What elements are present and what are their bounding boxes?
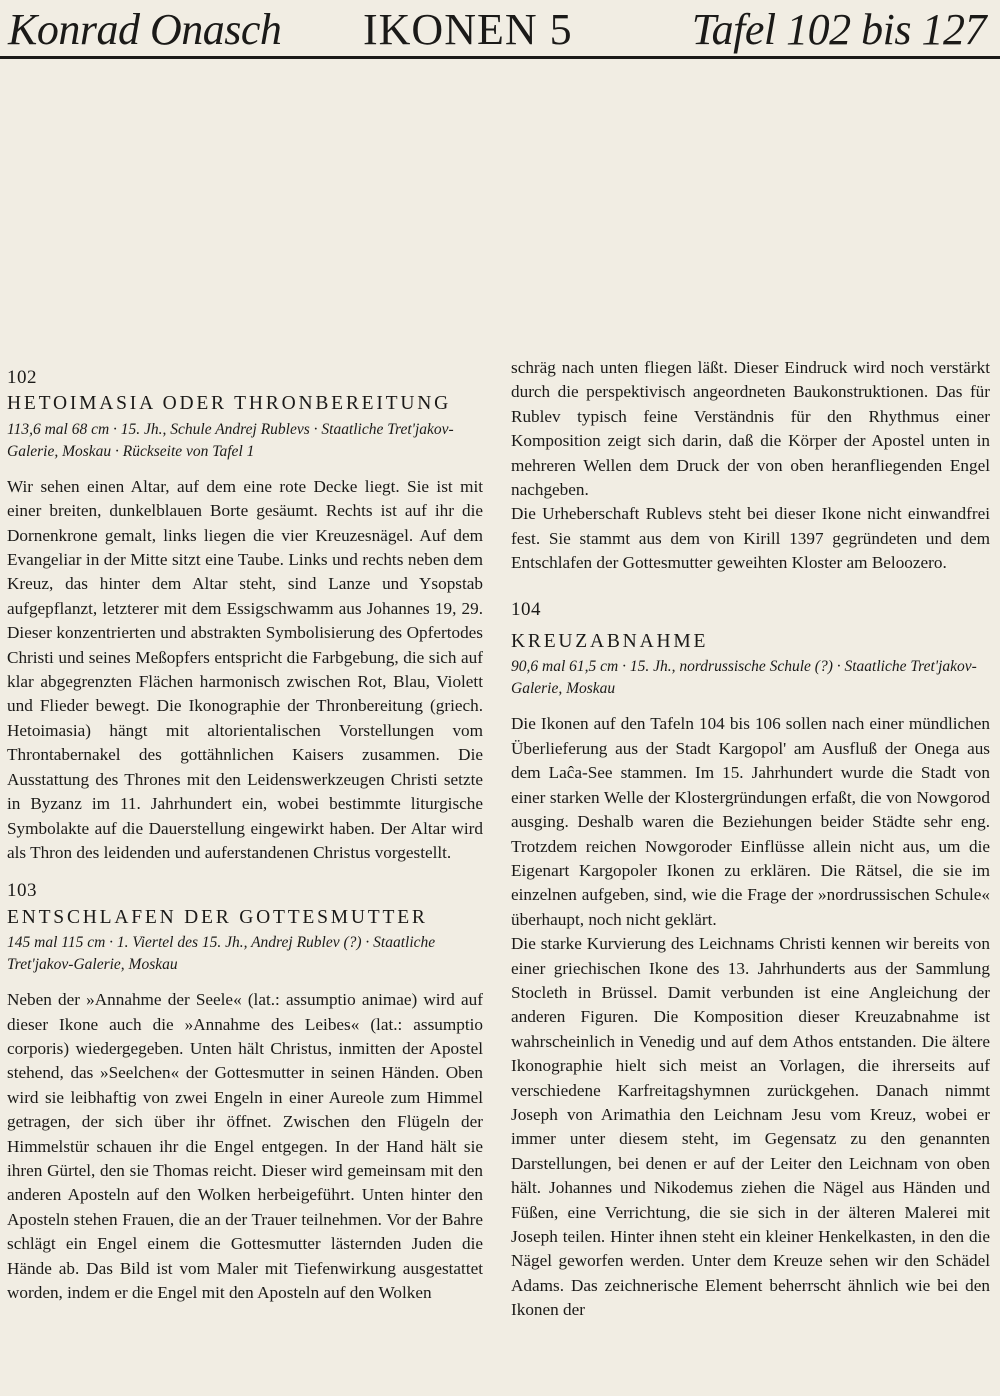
entry-meta-103: 145 mal 115 cm · 1. Viertel des 15. Jh., Andrej Rublev (?) · Staatliche Tret'jakov-Galerie, Moskau: [7, 934, 436, 974]
book-title: IKONEN 5: [363, 5, 573, 54]
page-header: [0, 0, 1000, 58]
entry-text-103-continued: schräg nach unten fliegen läßt. Dieser Eindruck wird noch verstärkt durch die perspektivisch angeordneten Baukonstruktionen. Das für Rublev typisch feine Verständnis für den Rhythmus einer Komposition zeigt sich darin, daß die Körper der Apostel unten in mehreren Wellen dem Druck der von oben heranfliegenden Engel nachgeben.: [511, 358, 990, 500]
entry-meta-102: 113,6 mal 68 cm · 15. Jh., Schule Andrej Rublevs · Staatliche Tret'jakov-Galerie, Moskau · Rückseite von Tafel 1: [7, 420, 454, 460]
entry-number-104: 104: [511, 598, 541, 620]
author-name: Konrad Onasch: [8, 5, 282, 54]
plate-range: Tafel 102 bis 127: [691, 5, 986, 54]
left-column: [7, 358, 483, 1305]
entry-heading-103: ENTSCHLAFEN DER GOTTESMUTTER: [7, 906, 428, 928]
right-column: [511, 356, 990, 1323]
entry-heading-102: HETOIMASIA ODER THRONBEREITUNG: [7, 393, 452, 415]
entry-text-104-part1: Die Ikonen auf den Tafeln 104 bis 106 sollen nach einer mündlichen Überlieferung aus der Stadt Kargopol' am Ausfluß der Onega aus dem Laĉa-See stammen. Im 15. Jahrhundert wurde die Stadt von einer starken Welle der Klostergründungen erfaßt, die von Nowgorod ausging. Deshalb waren die Beziehungen beider Städte sehr eng. Trotzdem reichen Nowgoroder Einflüsse allein nicht aus, um die Eigenart Kargopoler Ikonen zu erklären. Die Rätsel, die sie im einzelnen aufgeben, sind, wie die Frage der »nordrussischen Schule« überhaupt, noch nicht geklärt.: [511, 714, 990, 929]
header-rule: [0, 56, 1000, 59]
entry-text-104-part2: Die starke Kurvierung des Leichnams Christi kennen wir bereits von einer griechischen Ikone des 13. Jahrhunderts aus der Sammlung Stocleth in Brüssel. Damit verbunden ist eine Angleichung der anderen Figuren. Die Komposition dieser Kreuzabnahme ist wahrscheinlich in Venedig und auf dem Athos entstanden. Die ältere Ikonographie hielt sich meist an Vorlagen, die ihrerseits auf verschiedene Karfreitagshymnen zurückgehen. Danach nimmt Joseph von Arimathia den Leichnam Jesu vom Kreuz, wobei er immer unter diesem steht, im Gegensatz zu den genannten Darstellungen, bei denen er auf der Leiter den Leichnam von oben hält. Johannes und Nikodemus ziehen die Nägel aus Händen und Füßen, eine Verrichtung, die sie sich in der älteren Malerei mit Joseph teilen. Hinter ihnen steht ein kleiner Henkelkasten, in den die Nägel geworfen werden. Unter dem Kreuze sehen wir den Schädel Adams. Das zeichnerische Element beherrscht ähnlich wie bei den Ikonen der: [511, 934, 990, 1320]
entry-number-102: 102: [7, 367, 37, 388]
entry-text-102: Wir sehen einen Altar, auf dem eine rote Decke liegt. Sie ist mit einer breiten, dunkelblauen Borte gesäumt. Rechts ist auf ihr die Dornenkrone gemalt, links liegen die vier Kreuzesnägel. Auf dem Evangeliar in der Mitte sitzt eine Taube. Links und rechts neben dem Kreuz, das hinter dem Altar steht, sind Lanze und Ysopstab aufgepflanzt, letzterer mit dem Essigschwamm aus Johannes 19, 29. Dieser konzentrierten und abstrakten Symbolisierung des Opfertodes Christi und seines Meßopfers entspricht die Farbgebung, die sich auf klar abgegrenzten Flächen harmonisch zwischen Rot, Blau, Violett und Flieder bewegt. Die Ikonographie der Thronbereitung (griech. Hetoimasia) hängt mit altorientalischen Vorstellungen vom Throntabernakel des gottähnlichen Kaisers zusammen. Die Ausstattung des Thrones mit den Leidenswerkzeugen Christi setzte in Byzanz im 11. Jahrhundert ein, wobei bestimmte liturgische Symbolakte auf die Dauerstellung eingewirkt haben. Der Altar wird als Thron des leidenden und auferstandenen Christus vorgestellt.: [7, 476, 483, 862]
entry-text-103-attribution: Die Urheberschaft Rublevs steht bei dieser Ikone nicht einwandfrei fest. Sie stammt aus dem von Kirill 1397 gegründeten und dem Entschlafen der Gottesmutter geweihten Kloster am Beloozero.: [511, 504, 990, 573]
entry-heading-104: KREUZABNAHME: [511, 631, 709, 653]
entry-text-103: Neben der »Annahme der Seele« (lat.: assumptio animae) wird auf dieser Ikone auch die »Annahme des Leibes« (lat.: assumptio corporis) wiedergegeben. Unten hält Christus, inmitten der Apostel stehend, das »Seelchen« der Gottesmutter in seinen Händen. Oben wird sie leibhaftig von zwei Engeln in einer Aureole zum Himmel getragen, der sich über ihr öffnet. Zwischen den Flügeln der Himmelstür schauen ihr die Engel entgegen. In der Hand hält sie ihren Gürtel, den sie Thomas reicht. Dieser wird gemeinsam mit den anderen Aposteln auf den Wolken herbeigeführt. Unten hinter den Aposteln stehen Frauen, die an der Trauer teilnehmen. Vor der Bahre schlägt ein Engel einem die Gottesmutter lästernden Juden die Hände ab. Das Bild ist vom Maler mit Tiefenwirkung ausgestattet worden, indem er die Engel mit den Aposteln auf den Wolken: [7, 990, 483, 1302]
entry-number-103: 103: [7, 880, 37, 902]
entry-meta-104: 90,6 mal 61,5 cm · 15. Jh., nordrussische Schule (?) · Staatliche Tret'jakov-Galerie, Moskau: [511, 658, 977, 698]
